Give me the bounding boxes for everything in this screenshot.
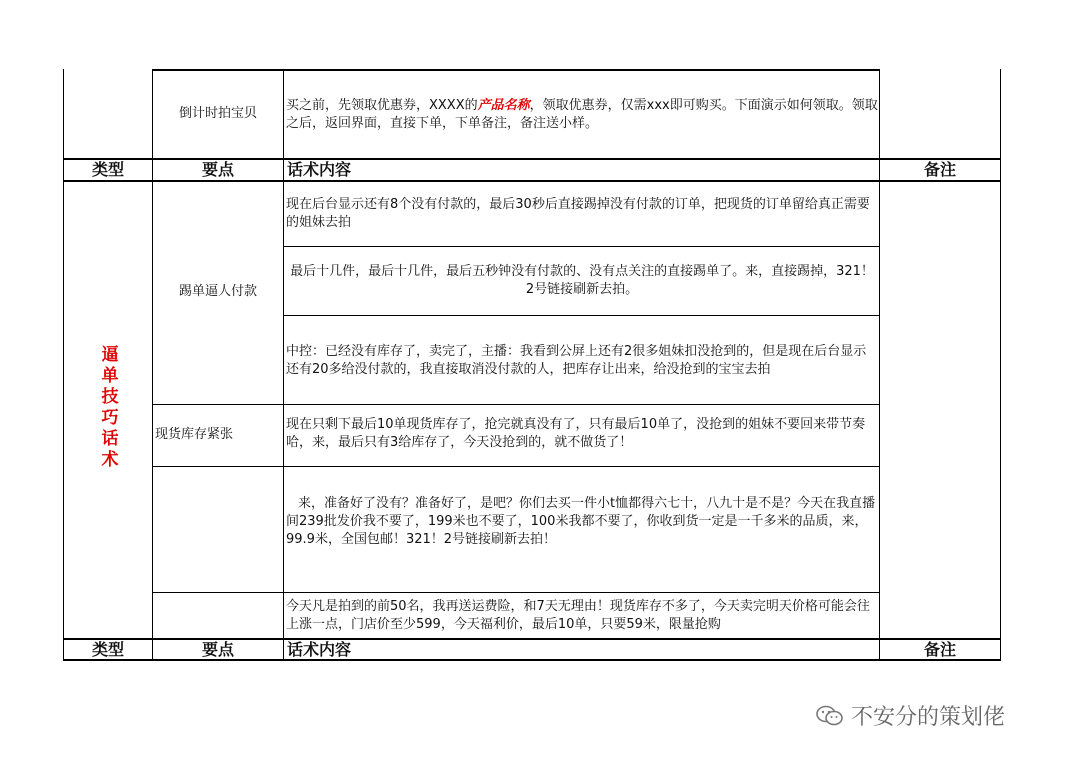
content-row: 现在后台显示还有8个没有付款的，最后30秒后直接踢掉没有付款的订单，把现货的订单留给真正需要的姐妹去拍 <box>286 197 870 230</box>
content-countdown <box>286 97 878 133</box>
content-pre: 买之前，先领取优惠券，XXXX的 <box>286 98 478 113</box>
content-row: 来，准备好了没有？准备好了，是吧？你们去买一件小t恤都得六七十，八九十是不是？今天在我直播间239批发价我不要了，199米也不要了，100米我都不要了，你收到货一定是一千多米的品质，来，99.9米，全国包邮！321！2号链接刷新去拍！ <box>286 496 876 547</box>
header-content: 话术内容 <box>287 160 352 179</box>
content-row: 中控：已经没有库存了，卖完了，主播：我看到公屏上还有2很多姐妹扣没抢到的，但是现在后台显示还有20多给没付款的，我直接取消没付款的人，把库存让出来，给没抢到的宝宝去拍 <box>286 344 867 377</box>
content-post: ，领取优惠券，仅需xxx即可购买。下面演示如何领取。领取之后，返回界面，直接下单，下单备注，备注送小样。 <box>286 98 878 131</box>
content-row: 现在只剩下最后10单现货库存了，抢完就真没有了，只有最后10单了，没抢到的姐妹不要回来带节奏哈，来，最后只有3给库存了，今天没抢到的，就不做货了！ <box>286 417 866 450</box>
header-type: 类型 <box>91 640 124 659</box>
watermark <box>815 700 1005 731</box>
header-point: 要点 <box>201 160 234 179</box>
wechat-icon <box>815 704 845 728</box>
header-point: 要点 <box>201 640 234 659</box>
header-content: 话术内容 <box>287 640 352 659</box>
product-name: 产品名称 <box>477 98 530 113</box>
content-row: 今天凡是拍到的前50名，我再送运费险，和7天无理由！现货库存不多了，今天卖完明天价格可能会往上涨一点，门店价至少599，今天福利价，最后10单，只要59米，限量抢购 <box>286 599 870 632</box>
header-note: 备注 <box>923 160 956 179</box>
point-countdown: 倒计时拍宝贝 <box>178 106 257 121</box>
type-label: 逼单技巧话术 <box>101 345 119 470</box>
header-type: 类型 <box>91 160 124 179</box>
point-low-stock: 现货库存紧张 <box>155 427 234 442</box>
content-row: 最后十几件，最后十几件，最后五秒钟没有付款的、没有点关注的直接踢单了。来，直接踢掉，321！2号链接刷新去拍。 <box>290 264 874 297</box>
header-note: 备注 <box>923 640 956 659</box>
watermark-text: 不安分的策划佬 <box>851 705 1006 730</box>
point-kick-order: 踢单逼人付款 <box>178 284 257 299</box>
